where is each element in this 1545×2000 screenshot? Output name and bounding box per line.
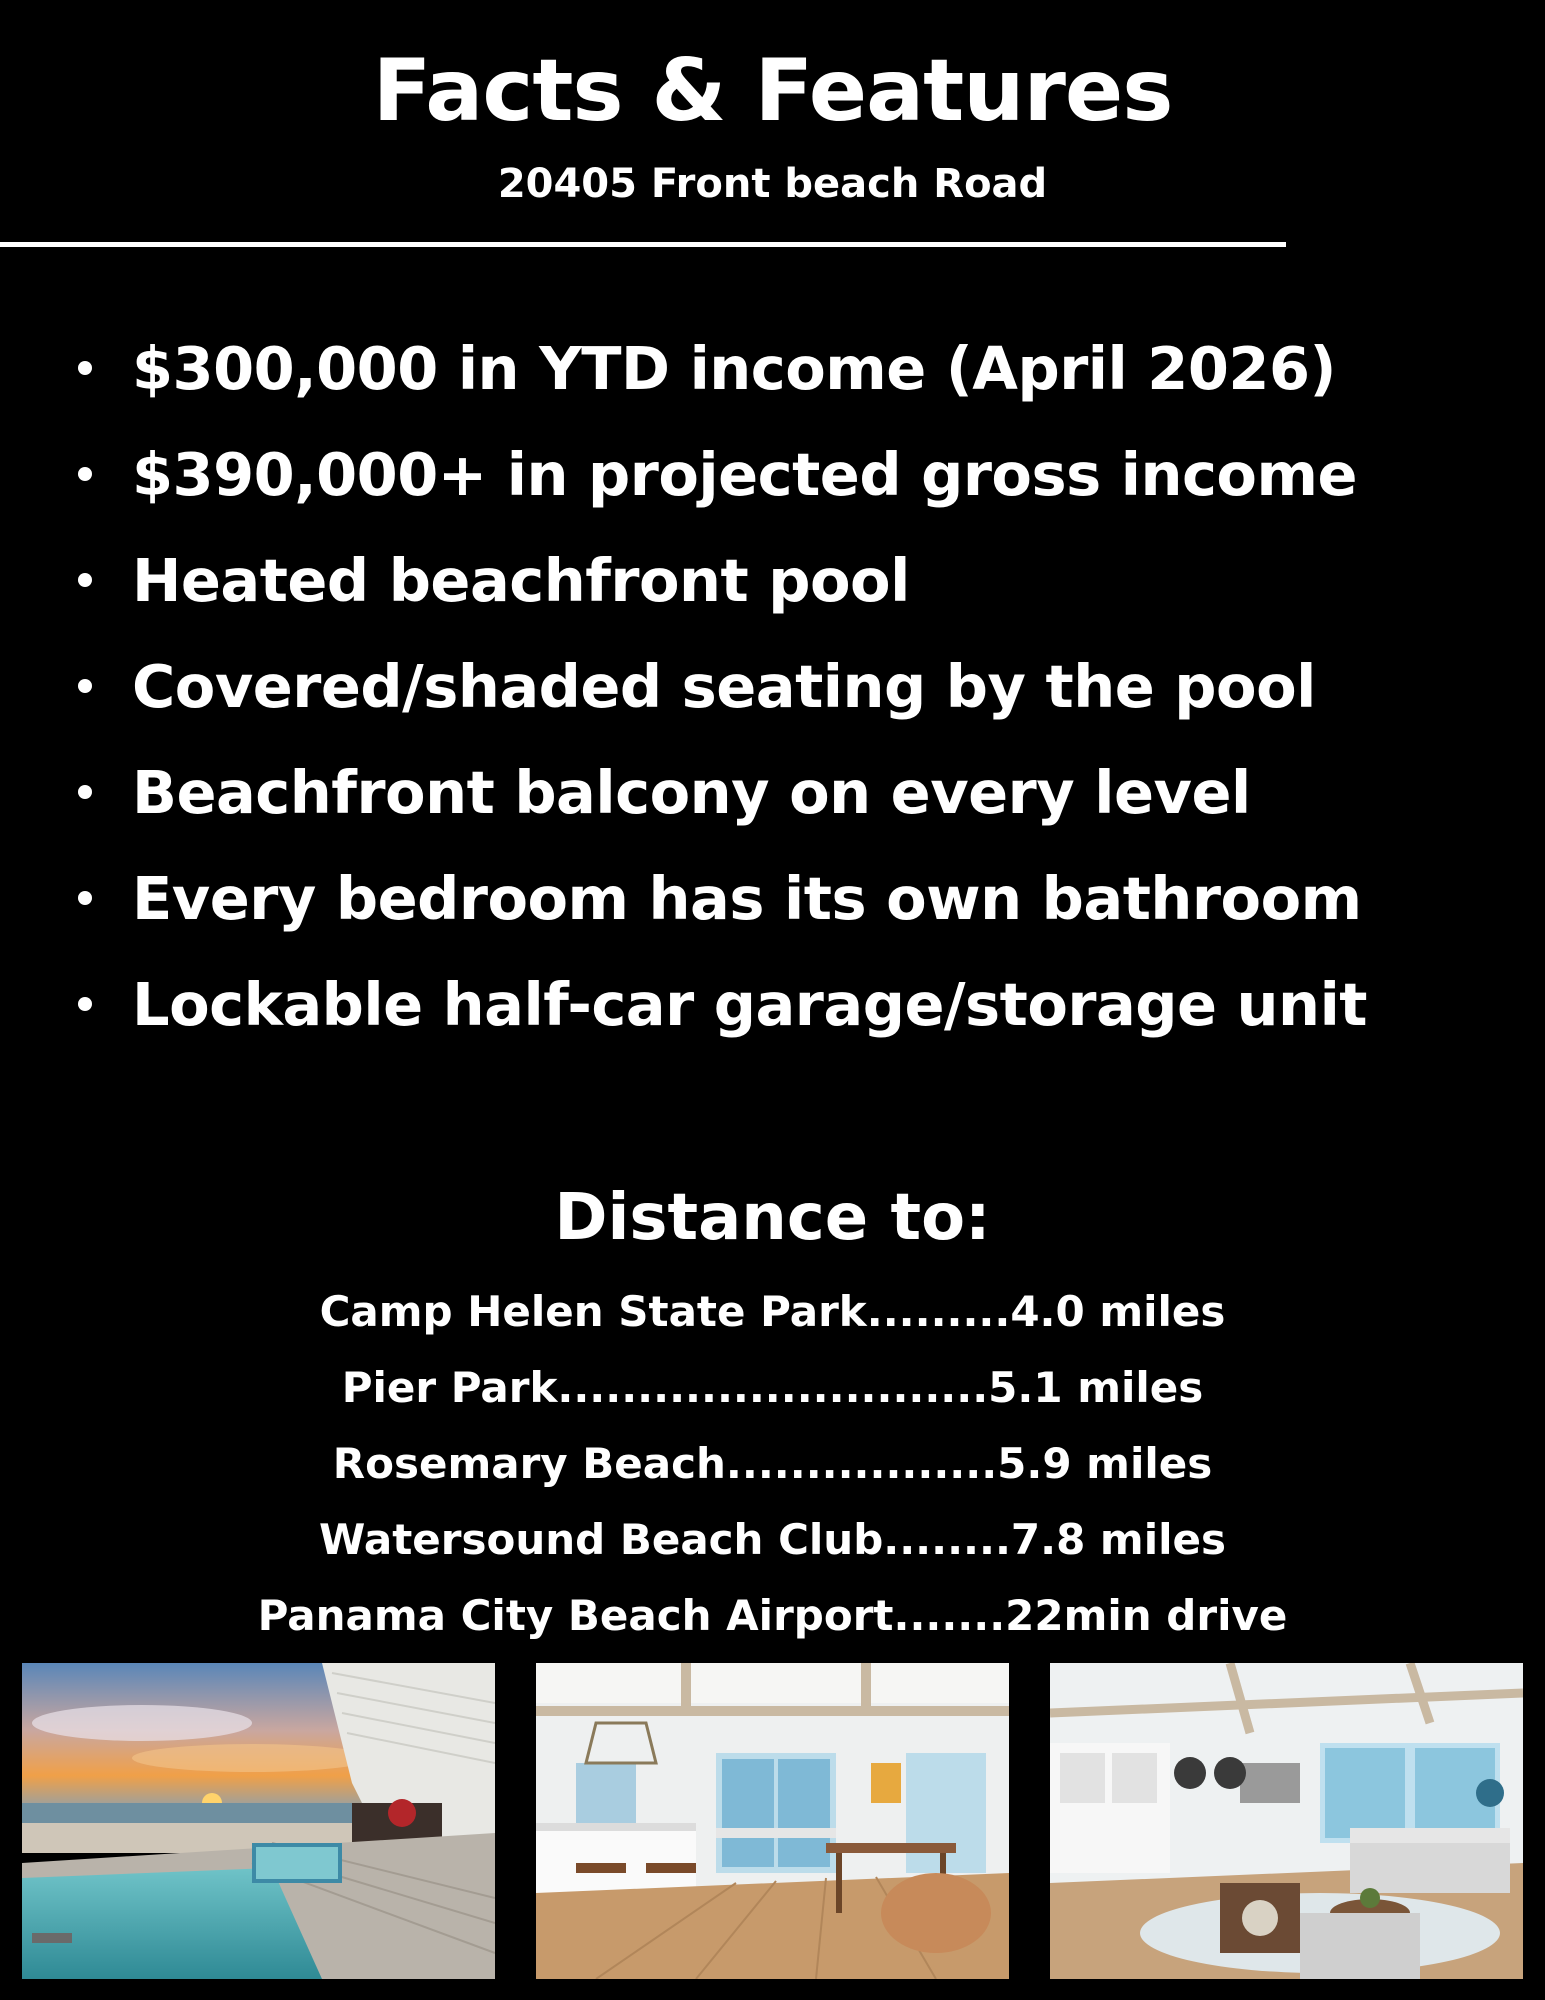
feature-item bbox=[78, 951, 1367, 1057]
feature-item bbox=[78, 421, 1367, 527]
feature-text: Heated beachfront pool bbox=[132, 545, 910, 615]
pool-sunset-photo bbox=[22, 1663, 495, 1979]
bullet-icon bbox=[78, 361, 92, 375]
distance-item: Rosemary Beach.................5.9 miles bbox=[332, 1439, 1213, 1488]
feature-item bbox=[78, 633, 1367, 739]
bullet-icon bbox=[78, 891, 92, 905]
feature-text: Lockable half-car garage/storage unit bbox=[132, 969, 1367, 1039]
distance-list bbox=[0, 1274, 1545, 1654]
distance-item: Pier Park...........................5.1 miles bbox=[341, 1363, 1204, 1412]
feature-text: $390,000+ in projected gross income bbox=[132, 439, 1357, 509]
feature-text: Every bedroom has its own bathroom bbox=[132, 863, 1362, 933]
feature-item bbox=[78, 739, 1367, 845]
feature-text: Covered/shaded seating by the pool bbox=[132, 651, 1316, 721]
kitchen-dining-photo bbox=[536, 1663, 1009, 1979]
feature-text: Beachfront balcony on every level bbox=[132, 757, 1251, 827]
distance-heading: Distance to: bbox=[554, 1181, 991, 1255]
distance-item: Watersound Beach Club........7.8 miles bbox=[319, 1515, 1226, 1564]
living-room-photo bbox=[1050, 1663, 1523, 1979]
bullet-icon bbox=[78, 467, 92, 481]
photo-strip bbox=[22, 1663, 1524, 1979]
bullet-icon bbox=[78, 679, 92, 693]
page-title: Facts & Features bbox=[372, 41, 1173, 141]
header-divider bbox=[0, 242, 1286, 247]
property-address: 20405 Front beach Road bbox=[497, 161, 1048, 207]
feature-item bbox=[78, 845, 1367, 951]
feature-item bbox=[78, 527, 1367, 633]
distance-item: Panama City Beach Airport.......22min drive bbox=[257, 1591, 1288, 1640]
feature-item bbox=[78, 315, 1367, 421]
bullet-icon bbox=[78, 997, 92, 1011]
feature-text: $300,000 in YTD income (April 2026) bbox=[132, 333, 1336, 403]
bullet-icon bbox=[78, 785, 92, 799]
distance-item: Camp Helen State Park.........4.0 miles bbox=[319, 1287, 1226, 1336]
features-list bbox=[78, 315, 1367, 1057]
bullet-icon bbox=[78, 573, 92, 587]
